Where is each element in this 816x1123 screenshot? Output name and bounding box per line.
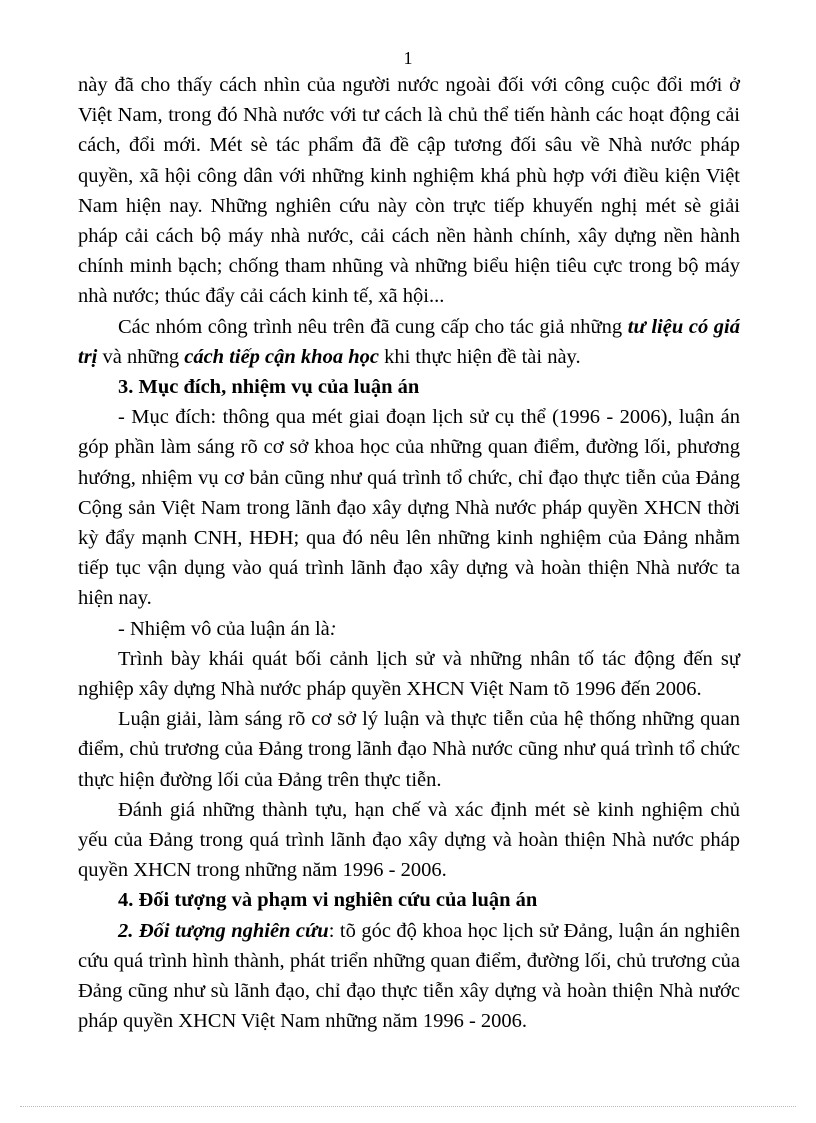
section-heading-4: 4. Đối tượng và phạm vi nghiên cứu của luận án: [118, 889, 538, 912]
summary-italic-2: cách tiếp cận khoa học: [184, 345, 379, 368]
object-label: 2. Đối tượng nghiên cứu: [118, 919, 329, 942]
footer-divider: [20, 1106, 796, 1107]
summary-italic-1: tư liệu có giá trị: [78, 315, 740, 368]
summary-text-3: khi thực hiện đề tài này.: [378, 345, 581, 368]
section-heading-3: 3. Mục đích, nhiệm vụ của luận án: [118, 376, 420, 399]
page-number: 1: [403, 48, 413, 68]
tasks-label: [78, 614, 740, 644]
task-item-1: Trình bày khái quát bối cảnh lịch sử và những nhân tố tác động đến sự nghiệp xây dựng Nhà nước pháp quyền XHCN Việt Nam tõ 1996 đến 2006.: [78, 647, 740, 701]
tasks-label-colon: :: [329, 617, 337, 640]
page-content: [78, 70, 740, 1037]
summary-text-1: Các nhóm công trình nêu trên đã cung cấp cho tác giả những: [118, 315, 628, 338]
task-item-2: Luận giải, làm sáng rõ cơ sở lý luận và thực tiễn của hệ thống những quan điểm, chủ trương của Đảng trong lãnh đạo Nhà nước cũng như quá trình tổ chức thực hiện đường lối của Đảng trên thực tiễn.: [78, 708, 740, 791]
purpose-paragraph: - Mục đích: thông qua mét giai đoạn lịch sử cụ thể (1996 - 2006), luận án góp phần làm sáng rõ cơ sở khoa học của những quan điểm, đường lối, phương hướng, nhiệm vụ cơ bản cũng như quá trình tổ chức, chỉ đạo thực tiễn của Đảng Cộng sản Việt Nam trong lãnh đạo xây dựng Nhà nước pháp quyền XHCN thời kỳ đẩy mạnh CNH, HĐH; qua đó nêu lên những kinh nghiệm của Đảng nhằm tiếp tục vận dụng vào quá trình lãnh đạo xây dựng và hoàn thiện Nhà nước ta hiện nay.: [78, 406, 740, 610]
object-paragraph: [78, 916, 740, 1037]
task-item-3: Đánh giá những thành tựu, hạn chế và xác định mét sè kinh nghiệm chủ yếu của Đảng trong quá trình lãnh đạo xây dựng và hoàn thiện Nhà nước pháp quyền XHCN trong những năm 1996 - 2006.: [78, 798, 740, 882]
object-text: : tõ góc độ khoa học lịch sử Đảng, luận án nghiên cứu quá trình hình thành, phát triển những quan điểm, đường lối, chủ trương của Đảng cũng như sù lãnh đạo, chỉ đạo thực tiễn xây dựng và hoàn thiện Nhà nước pháp quyền XHCN Việt Nam những năm 1996 - 2006.: [78, 919, 740, 1033]
summary-paragraph: [78, 312, 740, 372]
summary-text-2: và những: [97, 345, 185, 368]
intro-paragraph: này đã cho thấy cách nhìn của người nước ngoài đối với công cuộc đổi mới ở Việt Nam, trong đó Nhà nước với tư cách là chủ thể tiến hành các hoạt động cải cách, đổi mới. Mét sè tác phẩm đã đề cập tương đối sâu về Nhà nước pháp quyền, xã hội công dân với những kinh nghiệm khá phù hợp với điều kiện Việt Nam hiện nay. Những nghiên cứu này còn trực tiếp khuyến nghị mét sè giải pháp cải cách bộ máy nhà nước, cải cách nền hành chính, xây dựng nền hành chính minh bạch; chống tham nhũng và những biểu hiện tiêu cực trong bộ máy nhà nước; thúc đẩy cải cách kinh tế, xã hội...: [78, 74, 740, 308]
tasks-label-text: - Nhiệm vô của luận án là: [118, 617, 330, 640]
